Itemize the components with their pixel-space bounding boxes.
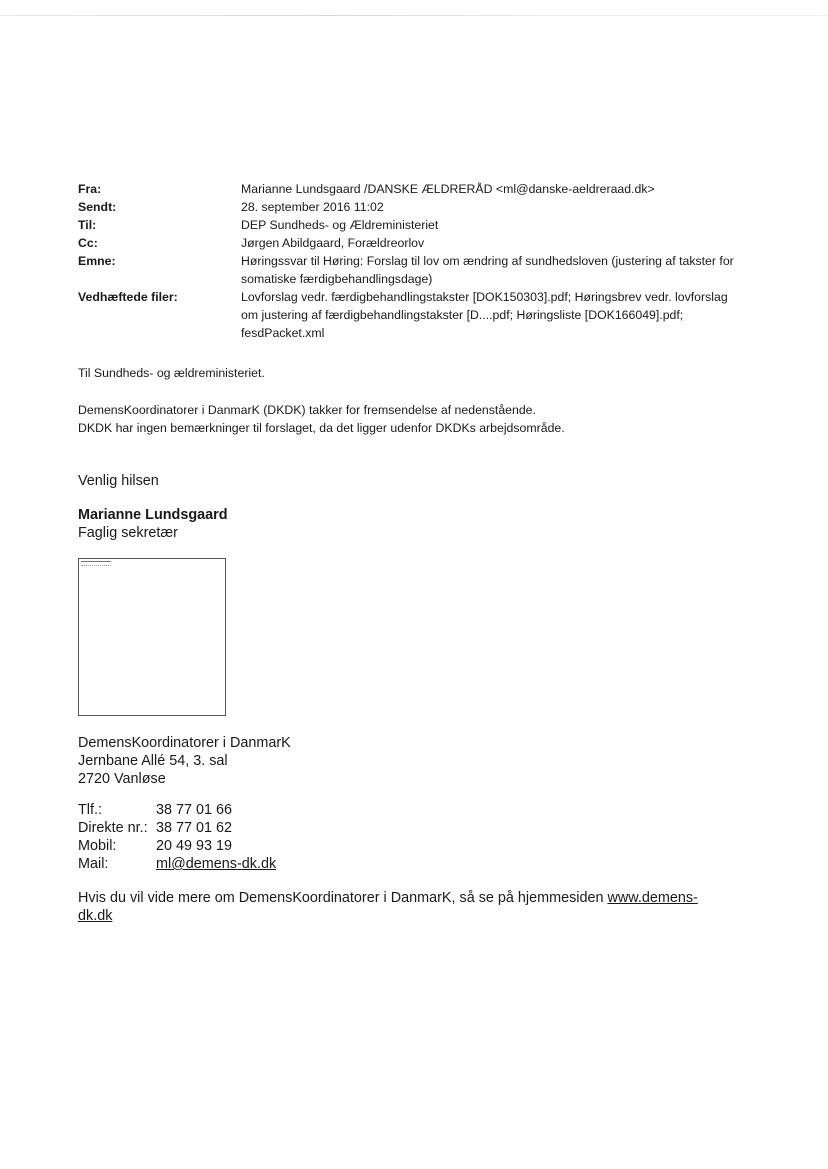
to-label: Til: bbox=[78, 218, 97, 232]
contact-block bbox=[78, 801, 738, 873]
address-line-2: 2720 Vanløse bbox=[78, 771, 166, 787]
cc-row bbox=[78, 234, 738, 252]
message-paragraph bbox=[78, 401, 718, 437]
website-text: Hvis du vil vide mere om DemensKoordinatorer i DanmarK, så se på hjemmesiden bbox=[78, 890, 604, 906]
sent-row bbox=[78, 198, 738, 216]
message-line-1: DemensKoordinatorer i DanmarK (DKDK) takker for fremsendelse af nedenstående. bbox=[78, 403, 536, 417]
broken-image-icon bbox=[81, 561, 111, 566]
to-value: DEP Sundheds- og Ældreministeriet bbox=[241, 218, 439, 232]
mobile-label: Mobil: bbox=[78, 838, 117, 854]
address-line-1: Jernbane Allé 54, 3. sal bbox=[78, 753, 228, 769]
email-header bbox=[78, 180, 738, 342]
message-line-2: DKDK har ingen bemærkninger til forslaget, da det ligger udenfor DKDKs arbejdsområde. bbox=[78, 421, 565, 435]
mobile-value: 20 49 93 19 bbox=[156, 838, 233, 854]
phone-label: Tlf.: bbox=[78, 802, 102, 818]
logo-placeholder bbox=[78, 558, 226, 716]
closing: Venlig hilsen bbox=[78, 473, 159, 489]
subject-label: Emne: bbox=[78, 254, 116, 268]
direct-row bbox=[78, 819, 738, 837]
direct-value: 38 77 01 62 bbox=[156, 820, 233, 836]
cc-value: Jørgen Abildgaard, Forældreorlov bbox=[241, 236, 425, 250]
org-name: DemensKoordinatorer i DanmarK bbox=[78, 735, 291, 751]
subject-value: Høringssvar til Høring: Forslag til lov om ændring af sundhedsloven (justering af takster for somatiske færdigbehandlingsdage) bbox=[241, 254, 734, 286]
sent-value: 28. september 2016 11:02 bbox=[241, 200, 384, 214]
attachments-value: Lovforslag vedr. færdigbehandlingstakster [DOK150303].pdf; Høringsbrev vedr. lovforslag om justering af færdigbehandlingstakster [D....pdf; Høringsliste [DOK166049].pdf; fesdPacket.xml bbox=[241, 290, 728, 340]
website-link[interactable]: www.demens-dk.dk bbox=[78, 890, 698, 924]
from-row bbox=[78, 180, 738, 198]
mail-link[interactable]: ml@demens-dk.dk bbox=[156, 856, 277, 872]
attachments-row bbox=[78, 288, 738, 342]
phone-value: 38 77 01 66 bbox=[156, 802, 233, 818]
signature-title: Faglig sekretær bbox=[78, 525, 178, 541]
signature-name: Marianne Lundsgaard bbox=[78, 507, 228, 523]
sent-label: Sendt: bbox=[78, 200, 117, 214]
website-paragraph bbox=[78, 889, 728, 925]
cc-label: Cc: bbox=[78, 236, 98, 250]
mail-label: Mail: bbox=[78, 856, 109, 872]
address-block bbox=[78, 734, 738, 788]
greeting-to: Til Sundheds- og ældreministeriet. bbox=[78, 366, 265, 380]
mobile-row bbox=[78, 837, 738, 855]
direct-label: Direkte nr.: bbox=[78, 820, 148, 836]
to-row bbox=[78, 216, 738, 234]
signature-block bbox=[78, 506, 738, 542]
attachments-label: Vedhæftede filer: bbox=[78, 290, 178, 304]
subject-row bbox=[78, 252, 738, 288]
mail-row bbox=[78, 855, 738, 873]
phone-row bbox=[78, 801, 738, 819]
from-label: Fra: bbox=[78, 182, 102, 196]
scan-edge-line bbox=[0, 15, 828, 16]
from-value: Marianne Lundsgaard /DANSKE ÆLDRERÅD <ml@danske-aeldreraad.dk> bbox=[241, 182, 655, 196]
